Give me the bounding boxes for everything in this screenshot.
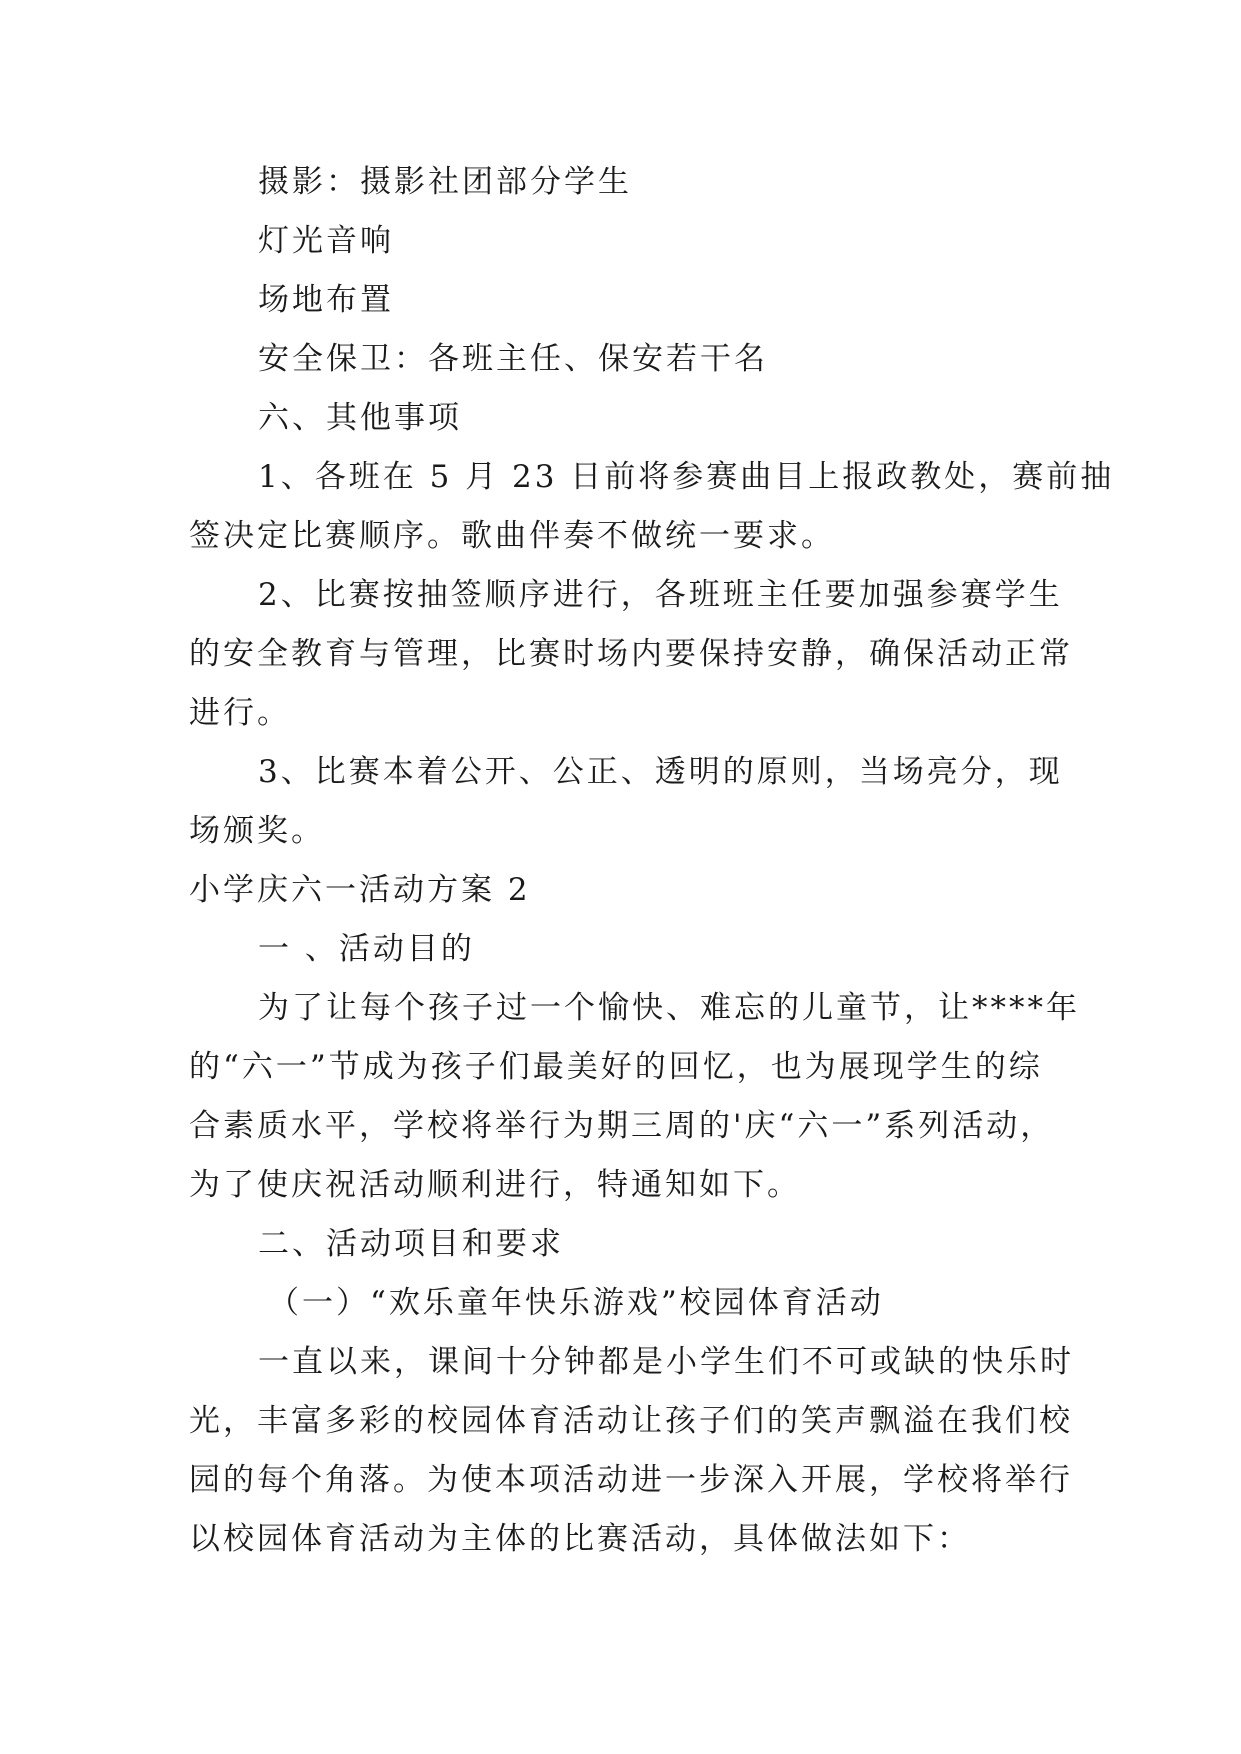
text-line: 合素质水平，学校将举行为期三周的'庆“六一”系列活动， (189, 1108, 1055, 1144)
text-line: 光，丰富多彩的校园体育活动让孩子们的笑声飘溢在我们校 (189, 1403, 1073, 1439)
text-line: 签决定比赛顺序。歌曲伴奏不做统一要求。 (189, 518, 835, 554)
text-line: 的安全教育与管理，比赛时场内要保持安静，确保活动正常 (189, 636, 1073, 672)
text-line: 进行。 (189, 695, 291, 731)
text-line: 2、比赛按抽签顺序进行，各班班主任要加强参赛学生 (258, 577, 1063, 613)
text-line: 场地布置 (258, 282, 394, 318)
section-heading: 二、活动项目和要求 (258, 1226, 564, 1262)
text-line: 为了让每个孩子过一个愉快、难忘的儿童节，让****年 (258, 990, 1080, 1026)
document-title: 小学庆六一活动方案 2 (189, 872, 531, 908)
text-line: 1、各班在 5 月 23 日前将参赛曲目上报政教处，赛前抽 (258, 459, 1115, 495)
text-line: 3、比赛本着公开、公正、透明的原则，当场亮分，现 (258, 754, 1063, 790)
text-line: 摄影：摄影社团部分学生 (258, 164, 632, 200)
text-line: 园的每个角落。为使本项活动进一步深入开展，学校将举行 (189, 1462, 1073, 1498)
subsection-heading: （一）“欢乐童年快乐游戏”校园体育活动 (268, 1285, 884, 1321)
text-line: 一直以来，课间十分钟都是小学生们不可或缺的快乐时 (258, 1344, 1074, 1380)
text-line: 以校园体育活动为主体的比赛活动，具体做法如下： (189, 1521, 971, 1557)
text-line: 为了使庆祝活动顺利进行，特通知如下。 (189, 1167, 801, 1203)
text-line: 场颁奖。 (189, 813, 325, 849)
section-heading: 六、其他事项 (258, 400, 462, 436)
text-line: 灯光音响 (258, 223, 394, 259)
section-heading: 一 、活动目的 (258, 931, 475, 967)
text-line: 的“六一”节成为孩子们最美好的回忆，也为展现学生的综 (189, 1049, 1043, 1085)
text-line: 安全保卫：各班主任、保安若干名 (258, 341, 768, 377)
